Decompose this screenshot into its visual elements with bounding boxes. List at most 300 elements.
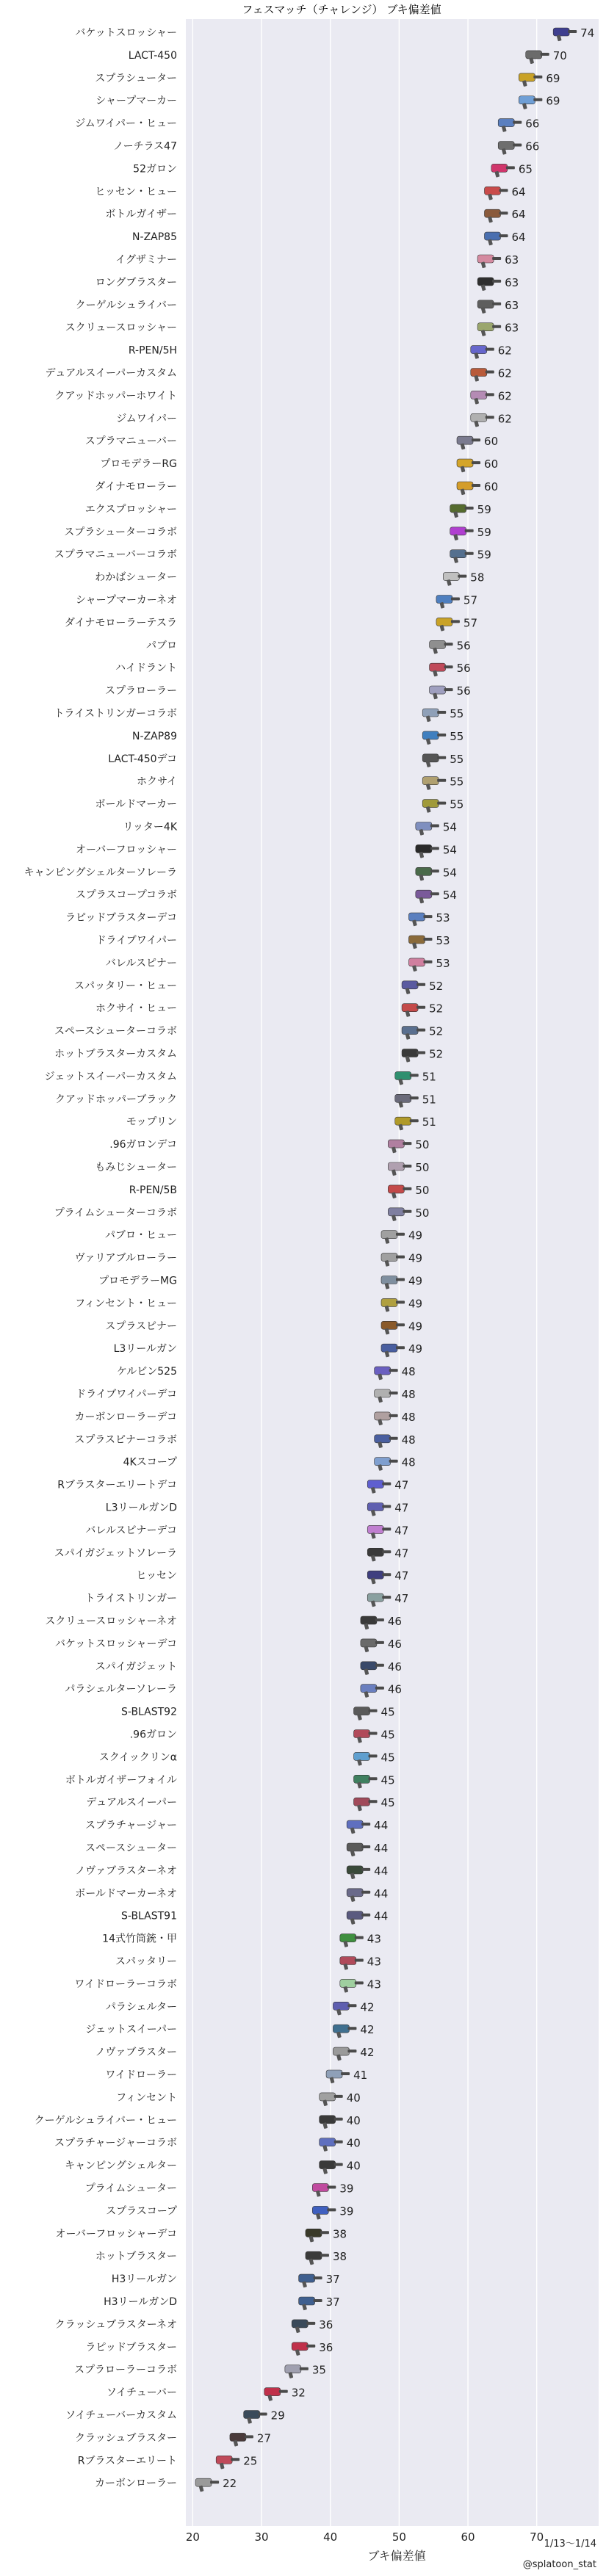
value-label: 25 bbox=[243, 2454, 258, 2468]
weapon-icon bbox=[430, 663, 446, 671]
weapon-icon bbox=[340, 1957, 356, 1965]
weapon-barrel bbox=[314, 2299, 322, 2302]
value-label: 37 bbox=[325, 2295, 340, 2309]
value-label: 47 bbox=[394, 1592, 409, 1606]
category-label: ヴァリアブルローラー bbox=[74, 1252, 177, 1265]
value-label: 55 bbox=[450, 729, 464, 743]
weapon-barrel bbox=[410, 1074, 419, 1077]
weapon-icon bbox=[292, 2342, 308, 2351]
category-label: スプラスコープコラボ bbox=[75, 889, 177, 902]
weapon-icon bbox=[422, 731, 439, 739]
value-label: 27 bbox=[256, 2431, 272, 2445]
weapon-icon bbox=[471, 413, 487, 422]
weapon-barrel bbox=[300, 2367, 309, 2370]
weapon-barrel bbox=[403, 1210, 411, 1213]
category-label: 52ガロン bbox=[133, 163, 177, 176]
weapon-barrel bbox=[347, 2049, 356, 2052]
weapon-icon bbox=[361, 1662, 377, 1670]
weapon-icon bbox=[402, 1004, 418, 1012]
category-label: LACT-450 bbox=[128, 49, 177, 62]
value-label: 40 bbox=[346, 2091, 361, 2105]
category-label: N-ZAP85 bbox=[132, 231, 177, 244]
weapon-barrel bbox=[423, 960, 432, 963]
weapon-barrel bbox=[382, 1505, 391, 1508]
weapon-barrel bbox=[437, 779, 446, 782]
weapon-icon bbox=[408, 958, 425, 966]
weapon-icon bbox=[422, 777, 439, 785]
weapon-icon bbox=[436, 596, 452, 604]
weapon-barrel bbox=[403, 1187, 411, 1190]
value-label: 62 bbox=[497, 412, 512, 426]
category-label: Rブラスターエリート bbox=[77, 2455, 177, 2467]
weapon-icon bbox=[477, 323, 494, 331]
category-label: スパイガジェットソレーラ bbox=[54, 1547, 177, 1560]
weapon-barrel bbox=[341, 2072, 350, 2075]
category-label: ラピッドブラスター bbox=[85, 2341, 177, 2354]
value-label: 46 bbox=[387, 1660, 402, 1674]
weapon-barrel bbox=[437, 734, 446, 737]
category-label: 14式竹筒銃・甲 bbox=[102, 1933, 177, 1945]
category-label: ダイナモローラーテスラ bbox=[64, 617, 177, 629]
category-label: スパイガジェット bbox=[95, 1660, 177, 1673]
value-label: 48 bbox=[401, 1388, 416, 1401]
weapon-icon bbox=[485, 209, 501, 217]
weapon-barrel bbox=[320, 2231, 329, 2234]
weapon-icon bbox=[367, 1480, 383, 1488]
category-label: ジムワイパー・ヒュー bbox=[75, 117, 177, 130]
category-label: .96ガロン bbox=[129, 1729, 177, 1741]
weapon-barrel bbox=[492, 325, 501, 328]
weapon-icon bbox=[381, 1321, 397, 1329]
value-label: 54 bbox=[442, 866, 457, 880]
weapon-barrel bbox=[355, 1959, 364, 1962]
category-label: もみじシューター bbox=[95, 1162, 177, 1173]
value-label: 64 bbox=[511, 185, 526, 199]
category-label: クアッドホッパーホワイト bbox=[54, 390, 177, 402]
value-label: 51 bbox=[422, 1070, 436, 1084]
weapon-barrel bbox=[444, 643, 453, 645]
weapon-barrel bbox=[472, 484, 480, 487]
category-label: わかばシューター bbox=[95, 571, 177, 584]
weapon-barrel bbox=[361, 1891, 370, 1894]
value-label: 54 bbox=[442, 820, 457, 834]
value-label: 50 bbox=[415, 1206, 430, 1220]
category-label: ホクサイ・ヒュー bbox=[95, 1002, 177, 1015]
value-label: 47 bbox=[394, 1546, 409, 1560]
weapon-barrel bbox=[396, 1278, 405, 1281]
category-label: オーバーフロッシャーデコ bbox=[55, 2228, 177, 2240]
weapon-icon bbox=[395, 1094, 411, 1102]
category-label: ノヴァブラスターネオ bbox=[75, 1864, 177, 1877]
value-label: 53 bbox=[436, 934, 450, 947]
weapon-barrel bbox=[389, 1460, 398, 1463]
value-label: 48 bbox=[401, 1410, 416, 1424]
category-label: スプラシューター bbox=[95, 72, 177, 84]
category-label: H3リールガンD bbox=[104, 2296, 177, 2308]
category-label: イグザミナー bbox=[115, 254, 177, 266]
category-label: ヒッセン・ヒュー bbox=[95, 186, 177, 198]
category-label: 4Kスコープ bbox=[123, 1456, 177, 1469]
value-label: 43 bbox=[367, 1955, 381, 1969]
value-label: 49 bbox=[408, 1342, 423, 1356]
weapon-barrel bbox=[382, 1573, 391, 1576]
weapon-icon bbox=[457, 459, 473, 467]
weapon-barrel bbox=[361, 1823, 370, 1826]
weapon-barrel bbox=[210, 2481, 219, 2483]
value-label: 46 bbox=[387, 1682, 402, 1696]
value-label: 55 bbox=[450, 752, 464, 766]
weapon-icon bbox=[340, 1979, 356, 1987]
weapon-icon bbox=[395, 1071, 411, 1079]
weapon-icon bbox=[367, 1525, 383, 1533]
value-label: 45 bbox=[380, 1705, 395, 1719]
weapon-icon bbox=[402, 1049, 418, 1057]
weapon-barrel bbox=[314, 2276, 322, 2279]
weapon-barrel bbox=[416, 983, 425, 986]
weapon-barrel bbox=[465, 552, 474, 555]
category-label: トライストリンガー bbox=[84, 1593, 177, 1605]
weapon-barrel bbox=[306, 2322, 315, 2325]
chart-title: フェスマッチ（チャレンジ） ブキ偏差値 bbox=[242, 3, 441, 16]
category-label: R-PEN/5B bbox=[129, 1184, 177, 1196]
category-label: ボトルガイザー bbox=[105, 209, 177, 221]
weapon-barrel bbox=[430, 825, 439, 828]
category-label: ノヴァブラスター bbox=[95, 2047, 177, 2059]
weapon-icon bbox=[388, 1208, 404, 1216]
weapon-barrel bbox=[472, 461, 480, 464]
weapon-barrel bbox=[458, 575, 466, 578]
weapon-barrel bbox=[437, 756, 446, 759]
weapon-barrel bbox=[437, 711, 446, 714]
category-label: バケットスロッシャー bbox=[75, 27, 177, 39]
weapon-barrel bbox=[451, 598, 460, 601]
weapon-icon bbox=[450, 504, 466, 513]
weapon-barrel bbox=[533, 76, 542, 79]
value-label: 46 bbox=[387, 1637, 402, 1651]
x-tick-labels bbox=[186, 2530, 544, 2544]
weapon-icon bbox=[430, 686, 446, 694]
category-label: ボールドマーカーネオ bbox=[75, 1887, 177, 1900]
weapon-icon bbox=[333, 2047, 349, 2055]
weapon-icon bbox=[333, 2025, 349, 2033]
weapon-barrel bbox=[410, 1096, 419, 1099]
value-label: 56 bbox=[456, 639, 471, 653]
value-label: 49 bbox=[408, 1297, 423, 1311]
x-axis-label: ブキ偏差値 bbox=[367, 2549, 426, 2563]
weapon-icon bbox=[361, 1639, 377, 1647]
category-label: パブロ bbox=[146, 640, 177, 652]
value-label: 43 bbox=[367, 1978, 381, 1991]
weapon-icon bbox=[312, 2184, 328, 2192]
category-label: スプラマニューバーコラボ bbox=[54, 549, 177, 561]
category-label: ジェットスイーパーカスタム bbox=[44, 1071, 177, 1083]
value-label: 35 bbox=[311, 2363, 326, 2377]
weapon-icon bbox=[402, 981, 418, 989]
category-label: パラシェルターソレーラ bbox=[65, 1683, 177, 1696]
weapon-icon bbox=[395, 1117, 411, 1125]
category-label: シャープマーカーネオ bbox=[75, 594, 177, 607]
category-label: スプラスピナー bbox=[105, 1320, 177, 1333]
weapon-icon bbox=[436, 618, 452, 626]
value-label: 43 bbox=[367, 1932, 381, 1946]
value-label: 44 bbox=[374, 1842, 389, 1855]
weapon-icon bbox=[443, 573, 459, 581]
weapon-icon bbox=[375, 1458, 391, 1466]
value-label: 64 bbox=[511, 231, 526, 245]
weapon-icon bbox=[347, 1911, 363, 1920]
weapon-barrel bbox=[430, 847, 439, 850]
weapon-barrel bbox=[389, 1437, 398, 1440]
weapon-icon bbox=[471, 391, 487, 399]
weapon-barrel bbox=[492, 280, 501, 283]
weapon-barrel bbox=[451, 620, 460, 623]
weapon-barrel bbox=[492, 303, 501, 305]
category-label: カーボンローラーデコ bbox=[74, 1411, 177, 1423]
category-label: ボールドマーカー bbox=[95, 798, 177, 811]
weapon-icon bbox=[408, 936, 425, 944]
weapon-barrel bbox=[389, 1369, 398, 1372]
value-label: 40 bbox=[346, 2159, 361, 2173]
weapon-icon bbox=[367, 1548, 383, 1556]
weapon-barrel bbox=[444, 665, 453, 668]
weapon-barrel bbox=[416, 1052, 425, 1054]
weapon-icon bbox=[471, 369, 487, 377]
category-label: ケルビン525 bbox=[116, 1366, 177, 1378]
x-tick-label: 50 bbox=[392, 2530, 406, 2544]
weapon-icon bbox=[381, 1253, 397, 1262]
category-label: N-ZAP89 bbox=[132, 730, 177, 742]
category-label: プライムシューターコラボ bbox=[54, 1206, 177, 1219]
weapon-barrel bbox=[499, 189, 508, 192]
weapon-barrel bbox=[486, 371, 494, 374]
weapon-icon bbox=[471, 346, 487, 354]
category-labels bbox=[24, 27, 178, 2489]
category-label: クアッドホッパーブラック bbox=[54, 1093, 177, 1106]
weapon-icon bbox=[216, 2456, 232, 2464]
category-label: ワイドローラーコラボ bbox=[74, 1978, 177, 1991]
weapon-icon bbox=[450, 550, 466, 558]
weapon-icon bbox=[430, 640, 446, 648]
weapon-icon bbox=[320, 2161, 336, 2169]
category-label: ホットブラスター bbox=[95, 2251, 177, 2263]
value-label: 63 bbox=[505, 275, 519, 289]
value-label: 50 bbox=[415, 1138, 430, 1152]
weapon-barrel bbox=[369, 1800, 378, 1803]
weapon-barrel bbox=[320, 2254, 329, 2257]
weapon-barrel bbox=[541, 53, 549, 56]
category-label: H3リールガン bbox=[111, 2273, 177, 2286]
weapon-icon bbox=[299, 2274, 315, 2282]
weapon-icon bbox=[306, 2229, 322, 2237]
value-label: 63 bbox=[505, 298, 519, 312]
x-tick-label: 30 bbox=[254, 2530, 269, 2544]
weapon-barrel bbox=[334, 2118, 343, 2121]
weapon-barrel bbox=[375, 1664, 384, 1667]
value-label: 45 bbox=[380, 1796, 395, 1810]
weapon-barrel bbox=[361, 1845, 370, 1848]
weapon-icon bbox=[326, 2070, 342, 2078]
value-label: 51 bbox=[422, 1115, 436, 1129]
category-label: エクスプロッシャー bbox=[84, 503, 177, 515]
value-label: 36 bbox=[319, 2318, 333, 2331]
category-label: スプラローラーコラボ bbox=[74, 2364, 177, 2376]
weapon-icon bbox=[485, 232, 501, 240]
weapon-icon bbox=[498, 142, 514, 150]
weapon-barrel bbox=[423, 915, 432, 918]
weapon-barrel bbox=[389, 1414, 398, 1417]
value-label: 48 bbox=[401, 1455, 416, 1469]
category-label: ラピッドブラスターデコ bbox=[65, 912, 177, 925]
weapon-barrel bbox=[231, 2458, 239, 2461]
value-label: 47 bbox=[394, 1501, 409, 1515]
weapon-icon bbox=[333, 2002, 349, 2010]
weapon-barrel bbox=[430, 869, 439, 872]
weapon-icon bbox=[491, 164, 508, 172]
weapon-barrel bbox=[416, 1006, 425, 1009]
weapon-icon bbox=[477, 255, 494, 263]
category-label: スクリュースロッシャーネオ bbox=[45, 1616, 177, 1627]
weapon-barrel bbox=[396, 1300, 405, 1303]
category-label: ダイナモローラー bbox=[95, 481, 177, 493]
weapon-icon bbox=[381, 1344, 397, 1352]
weapon-barrel bbox=[245, 2435, 253, 2438]
value-label: 50 bbox=[415, 1161, 430, 1174]
weapon-icon bbox=[450, 527, 466, 535]
weapon-barrel bbox=[347, 2004, 356, 2007]
category-label: ヒッセン bbox=[136, 1570, 177, 1582]
category-label: LACT-450デコ bbox=[108, 753, 177, 765]
weapon-barrel bbox=[334, 2141, 343, 2143]
weapon-barrel bbox=[259, 2413, 267, 2416]
value-label: 69 bbox=[546, 94, 560, 108]
weapon-barrel bbox=[382, 1550, 391, 1553]
weapon-icon bbox=[553, 28, 569, 36]
weapon-barrel bbox=[403, 1142, 411, 1145]
weapon-icon bbox=[381, 1298, 397, 1306]
value-label: 56 bbox=[456, 684, 471, 698]
weapon-icon bbox=[526, 51, 542, 59]
value-label: 66 bbox=[525, 117, 540, 131]
value-label: 55 bbox=[450, 797, 464, 811]
weapon-barrel bbox=[369, 1777, 378, 1780]
value-label: 50 bbox=[415, 1183, 430, 1197]
weapon-barrel bbox=[327, 2208, 336, 2211]
category-label: バレルスピナー bbox=[105, 957, 177, 969]
value-label: 47 bbox=[394, 1478, 409, 1492]
weapon-barrel bbox=[465, 507, 474, 510]
category-label: .96ガロンデコ bbox=[109, 1139, 177, 1151]
weapon-barrel bbox=[355, 1936, 364, 1939]
category-label: スプラチャージャー bbox=[84, 1820, 177, 1832]
weapon-barrel bbox=[492, 257, 501, 260]
value-label: 57 bbox=[463, 593, 478, 607]
weapon-barrel bbox=[334, 2163, 343, 2166]
weapon-icon bbox=[416, 890, 432, 898]
category-label: デュアルスイーパーカスタム bbox=[45, 367, 177, 380]
weapon-icon bbox=[285, 2365, 301, 2373]
weapon-barrel bbox=[355, 1981, 364, 1984]
weapon-barrel bbox=[472, 438, 480, 441]
weapon-barrel bbox=[382, 1527, 391, 1530]
value-label: 52 bbox=[429, 1002, 444, 1016]
value-label: 52 bbox=[429, 1047, 444, 1061]
category-label: ジェットスイーパー bbox=[85, 2024, 177, 2036]
value-label: 62 bbox=[497, 344, 512, 358]
category-label: S-BLAST92 bbox=[121, 1706, 177, 1718]
weapon-barrel bbox=[486, 348, 494, 351]
weapon-barrel bbox=[361, 1868, 370, 1871]
category-label: ドライブワイパー bbox=[95, 935, 177, 947]
value-label: 70 bbox=[552, 48, 567, 62]
weapon-barrel bbox=[375, 1641, 384, 1644]
weapon-icon bbox=[381, 1231, 397, 1239]
value-label: 32 bbox=[291, 2386, 306, 2400]
weapon-icon bbox=[354, 1707, 370, 1715]
weapon-barrel bbox=[369, 1710, 378, 1712]
category-label: パラシェルター bbox=[105, 2001, 177, 2014]
category-label: キャンピングシェルター bbox=[65, 2160, 177, 2172]
weapon-barrel bbox=[369, 1754, 378, 1757]
weapon-icon bbox=[367, 1503, 383, 1511]
value-label: 55 bbox=[450, 775, 464, 789]
category-label: ハイドラント bbox=[115, 662, 177, 675]
value-label: 64 bbox=[511, 208, 526, 222]
weapon-icon bbox=[347, 1820, 363, 1828]
category-label: ワイドローラー bbox=[105, 2069, 177, 2081]
category-label: スプラシューターコラボ bbox=[64, 526, 177, 538]
credit-note: @splatoon_stat bbox=[522, 2559, 596, 2570]
weapon-icon bbox=[306, 2251, 322, 2260]
category-label: クラッシュブラスターネオ bbox=[54, 2318, 177, 2331]
category-label: プロモデラーRG bbox=[100, 458, 177, 471]
category-label: バケットスロッシャーデコ bbox=[54, 1638, 177, 1650]
weapon-barrel bbox=[382, 1596, 391, 1599]
weapon-icon bbox=[375, 1435, 391, 1443]
weapon-barrel bbox=[506, 166, 515, 169]
weapon-barrel bbox=[499, 211, 508, 214]
weapon-icon bbox=[361, 1685, 377, 1693]
weapon-barrel bbox=[486, 393, 494, 396]
category-label: ノーチラス47 bbox=[113, 140, 177, 153]
weapon-barrel bbox=[279, 2390, 288, 2393]
weapon-icon bbox=[367, 1571, 383, 1579]
value-label: 42 bbox=[360, 2023, 375, 2037]
value-label: 59 bbox=[477, 502, 491, 516]
value-label: 56 bbox=[456, 662, 471, 676]
value-label: 59 bbox=[477, 525, 491, 539]
weapon-icon bbox=[244, 2411, 260, 2419]
value-label: 47 bbox=[394, 1524, 409, 1538]
weapon-icon bbox=[347, 1843, 363, 1851]
category-label: シャープマーカー bbox=[95, 95, 177, 107]
category-label: L3リールガンD bbox=[105, 1502, 177, 1514]
weapon-icon bbox=[347, 1866, 363, 1874]
weapon-barrel bbox=[375, 1687, 384, 1690]
value-label: 60 bbox=[484, 435, 499, 449]
weapon-barrel bbox=[444, 688, 453, 691]
category-label: プロモデラーMG bbox=[98, 1275, 177, 1287]
weapon-barrel bbox=[499, 234, 508, 237]
weapon-barrel bbox=[396, 1323, 405, 1326]
weapon-barrel bbox=[396, 1346, 405, 1349]
date-range-note: 1/13〜1/14 bbox=[544, 2539, 596, 2550]
weapon-icon bbox=[361, 1616, 377, 1624]
weapon-barrel bbox=[568, 30, 577, 33]
category-label: スプラローラー bbox=[105, 685, 177, 698]
weapon-icon bbox=[312, 2206, 328, 2214]
value-label: 52 bbox=[429, 1024, 444, 1038]
weapon-icon bbox=[299, 2297, 315, 2305]
